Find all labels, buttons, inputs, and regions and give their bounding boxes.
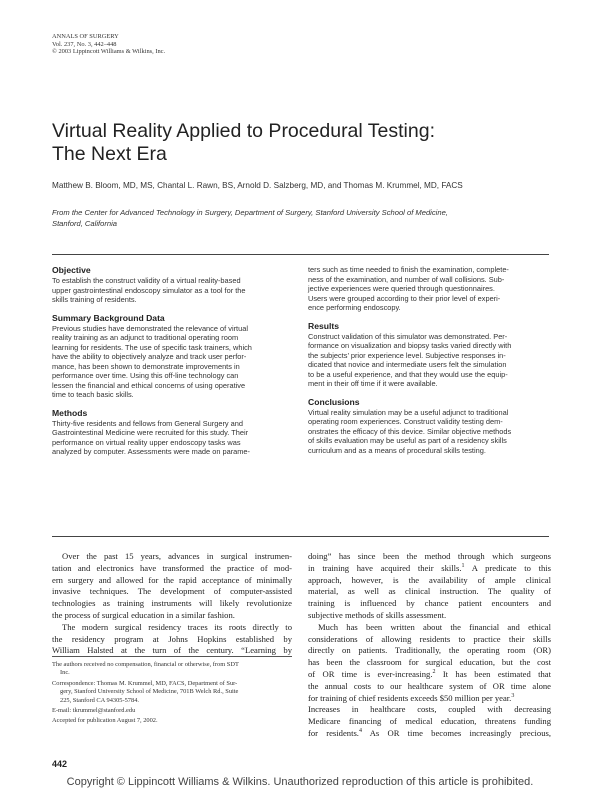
abstract-line: Users were grouped according to their prior level of experi- — [308, 293, 501, 303]
body-line — [308, 563, 551, 575]
correspondence-note — [52, 680, 292, 705]
abstract-line: curriculum and as a means of procedural skills testing. — [308, 445, 486, 455]
body-line — [308, 728, 551, 740]
footnote-line: Inc. — [60, 669, 70, 677]
methods-heading: Methods — [52, 407, 88, 418]
body-line: has been the classroom for surgical education, but the cost — [308, 657, 551, 668]
footnote-line: Correspondence: Thomas M. Krummel, MD, FACS, Department of Sur- — [52, 679, 238, 687]
affiliation-line-1: From the Center for Advanced Technology in Surgery, Department of Surgery, Stanford University School of Medicine, — [52, 208, 448, 217]
body-line: William Halsted at the turn of the century. “Learning by — [52, 645, 292, 656]
abstract-conclusions — [308, 397, 546, 456]
affiliation — [52, 208, 552, 229]
abstract-objective — [52, 265, 290, 305]
body-text: in training have acquired their skills. — [308, 562, 462, 573]
body-line: ern surgery and allowed for the rapid acceptance of minimally — [52, 574, 292, 585]
email-note — [52, 707, 292, 715]
body-line: doing” has since been the method through which surgeons — [308, 551, 551, 561]
footnote-line: Accepted for publication August 7, 2002. — [52, 717, 158, 725]
abstract-line: To establish the construct validity of a virtual reality-based — [52, 276, 241, 285]
journal-name: ANNALS OF SURGERY — [52, 33, 119, 40]
reference-3: 3 — [511, 692, 515, 699]
abstract-methods — [52, 408, 290, 457]
author-list: Matthew B. Bloom, MD, MS, Chantal L. Rawn, BS, Arnold D. Salzberg, MD, and Thomas M. Krummel, MD, FACS — [52, 181, 463, 190]
page-number: 442 — [52, 759, 68, 769]
abstract-line: lessen the financial and ethical concerns of using operative — [52, 380, 246, 390]
results-text — [308, 332, 546, 389]
compensation-note — [52, 661, 292, 678]
objective-heading: Objective — [52, 265, 91, 275]
body-line: considerations of allowing residents to practice their skills — [308, 633, 551, 644]
reference-2: 2 — [432, 669, 436, 676]
abstract-line: Virtual reality simulation may be a useful adjunct to traditional — [308, 407, 509, 417]
abstract-line: operating room experiences. Construct validity testing dem- — [308, 417, 503, 426]
conclusions-text — [308, 408, 546, 456]
abstract-line: time to teach basic skills. — [52, 390, 134, 399]
abstract-line: reality training as an adjunct to traditional operating room — [52, 333, 239, 342]
footnote-line: The authors received no compensation, financial or otherwise, from SDT — [52, 661, 239, 668]
title-line-1: Virtual Reality Applied to Procedural Testing: — [52, 120, 436, 142]
body-line: Medicare financing of medical education, threatens funding — [308, 716, 551, 727]
abstract-line: analyzed by computer. Assessments were made on parame- — [52, 447, 251, 456]
body-text: It has been estimated that — [435, 668, 551, 679]
footnote-line: gery, Stanford University School of Medicine, 701B Welch Rd., Suite — [60, 688, 239, 696]
abstract-line: the subjects’ prior experience level. Subjective responses in- — [308, 350, 506, 360]
abstract-line: Previous studies have demonstrated the relevance of virtual — [52, 323, 248, 333]
body-line: material, as well as clinical instruction. The quality of — [308, 586, 551, 597]
abstract-left-column — [52, 265, 290, 465]
body-line: technologies as training instruments will likely revolutionize — [52, 598, 292, 609]
body-text: A predicate to this — [464, 562, 551, 573]
footnotes — [52, 661, 292, 728]
body-line: approach, however, is the availability of ample clinical — [308, 574, 551, 585]
abstract-line: to be a useful experience, and that they would use the equip- — [308, 369, 508, 379]
reference-4: 4 — [358, 728, 362, 735]
body-text: As OR time becomes increasingly precious, — [361, 727, 551, 738]
footnote-line: 225, Stanford CA 94305-5784. — [60, 696, 139, 704]
abstract-line: learning for residents. The use of specific task trainers, which — [52, 342, 252, 352]
methods-continued-text — [308, 265, 546, 313]
body-text: of OR time is ever-increasing. — [308, 668, 433, 679]
abstract-results — [308, 321, 546, 389]
background-heading: Summary Background Data — [52, 312, 165, 323]
copyright-banner: Copyright © Lippincott Williams & Wilkins. Unauthorized reproduction of this article is prohibited. — [66, 776, 534, 788]
abstract-line: performance over time. Using this off-line technology can — [52, 371, 239, 380]
body-left-column — [52, 551, 292, 657]
body-line: invasive techniques. The development of computer-assisted — [52, 586, 292, 597]
body-line — [308, 669, 551, 681]
abstract-line: ness of the examination, and number of wall collisions. Sub- — [308, 274, 505, 284]
objective-text — [52, 276, 290, 305]
body-line: the residency program at Johns Hopkins established by — [52, 633, 292, 644]
journal-copyright: © 2003 Lippincott Williams & Wilkins, Inc. — [52, 48, 166, 56]
abstract-line: mance, has been shown to demonstrate improvements in — [52, 361, 240, 371]
journal-header — [52, 33, 165, 56]
abstract-line: Construct validation of this simulator was demonstrated. Per- — [308, 331, 508, 341]
abstract-line: Gastrointestinal Medicine were recruited for this study. Their — [52, 428, 249, 437]
footnote-rule — [52, 656, 292, 657]
reference-1: 1 — [461, 562, 465, 569]
body-text: for residents. — [308, 727, 359, 738]
body-line: Increases in healthcare costs, coupled with decreasing — [308, 704, 551, 715]
title-line-2: The Next Era — [52, 143, 167, 165]
conclusions-heading: Conclusions — [308, 396, 360, 407]
footnote-email[interactable]: E-mail: tkrummel@stanford.edu — [52, 707, 136, 715]
body-line — [308, 693, 551, 705]
abstract-line: of skills evaluation may be useful as part of a residency skills — [308, 436, 507, 445]
body-line: Over the past 15 years, advances in surgical instrumen- — [62, 551, 292, 561]
abstract-methods-continued — [308, 265, 546, 313]
abstract-line: have the ability to objectively analyze and track user perfor- — [52, 352, 247, 361]
body-right-column — [308, 551, 551, 740]
abstract-line: dicated that novice and intermediate users felt the simulation — [308, 360, 507, 369]
abstract-line: ters such as time needed to finish the examination, complete- — [308, 265, 509, 274]
article-title — [52, 120, 552, 166]
body-text: for training of chief residents exceeds $50 million per year. — [308, 692, 512, 703]
methods-text — [52, 419, 290, 457]
body-line: directly on patients. Traditionally, the operating room (OR) — [308, 645, 551, 656]
abstract-line: formance on visualization and biopsy tasks varied directly with — [308, 341, 512, 350]
abstract-line: onstrates the efficacy of this device. Similar objective methods — [308, 426, 512, 436]
abstract-line: upper gastrointestinal endoscopy simulator as a tool for the — [52, 285, 246, 295]
body-line: The modern surgical residency traces its roots directly to — [62, 621, 292, 632]
abstract-line: ment in their off time if it were available. — [308, 379, 438, 388]
results-heading: Results — [308, 320, 340, 331]
body-line: the process of surgical education in a similar fashion. — [52, 609, 235, 620]
body-line: Much has been written about the financial and ethical — [318, 621, 551, 632]
abstract-line: Thirty-five residents and fellows from General Surgery and — [52, 418, 244, 428]
abstract-background — [52, 313, 290, 400]
body-line: the annual costs to our healthcare system of OR time alone — [308, 680, 551, 691]
abstract-top-rule — [52, 254, 549, 255]
background-text — [52, 324, 290, 400]
body-line: training is influenced by chance patient encounters and — [308, 598, 551, 609]
body-line: subjective methods of skills assessment. — [308, 609, 447, 620]
abstract-bottom-rule — [52, 536, 549, 537]
abstract-line: ence performing endoscopy. — [308, 303, 401, 312]
body-line: tation and electronics have transformed the practice of mod- — [52, 562, 292, 573]
abstract-line: performance on virtual reality upper endoscopy tasks was — [52, 437, 241, 447]
affiliation-line-2: Stanford, California — [52, 218, 118, 228]
accepted-note — [52, 717, 292, 725]
abstract-right-column — [308, 265, 546, 463]
journal-volume: Vol. 237, No. 3, 442–448 — [52, 40, 117, 48]
abstract-line: skills training of residents. — [52, 295, 137, 304]
abstract-line: jective experiences were queried through questionnaires. — [308, 284, 495, 293]
